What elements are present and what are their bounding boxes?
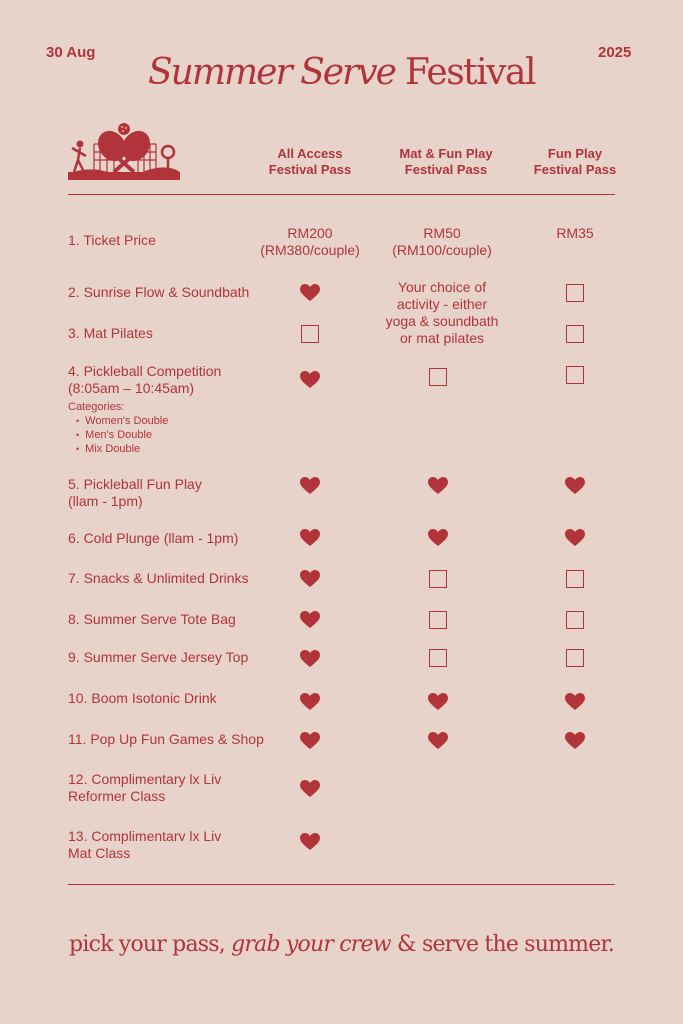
price-mat-fun [382,225,502,259]
tagline [0,932,683,957]
choice-note-line: Your choice of [397,279,487,295]
heart-icon [300,833,320,851]
row-label-pickleball-competition [68,363,221,397]
row-label-line: (8:05am – 10:45am) [68,380,195,396]
row-label-mat-class [68,828,221,862]
checkbox-empty [566,611,584,629]
heart-icon [300,650,320,668]
heart-icon [565,529,585,547]
column-header-fun-play [520,146,630,178]
checkbox-empty [429,611,447,629]
row-label-mat-pilates: 3. Mat Pilates [68,325,153,341]
row-label-line: Mat Class [68,845,131,861]
checkbox-empty [566,284,584,302]
checkbox-empty [429,570,447,588]
heart-icon [428,529,448,547]
heart-icon [300,284,320,302]
heart-icon [300,732,320,750]
checkbox-empty [301,325,319,343]
heart-icon [565,477,585,495]
heart-icon [300,693,320,711]
price-couple: (RM380/couple) [260,242,360,258]
column-header-line: Festival Pass [268,162,352,177]
price-value: RM50 [423,225,461,241]
heart-icon [300,529,320,547]
row-label-line: Reformer Class [68,788,166,804]
price-all-access [250,225,370,259]
date-left: 30 Aug [46,44,96,61]
row-label-ticket-price: 1. Ticket Price [68,232,156,248]
categories-list [68,400,168,456]
tagline-part: pick your pass, [69,932,225,957]
price-value: RM200 [287,225,333,241]
column-header-line: Mat & Fun Play [399,146,493,161]
checkbox-empty [566,649,584,667]
column-header-line: All Access [277,146,343,161]
column-header-all-access [255,146,365,178]
checkbox-empty [566,325,584,343]
row-label-pop-up: 11. Pop Up Fun Games & Shop [68,731,264,747]
categories-label: Categories: [68,401,125,413]
row-label-line: (llam - 1pm) [68,493,143,509]
heart-icon [300,611,320,629]
category-item: • Men's Double [76,428,168,442]
row-label-line: 4. Pickleball Competition [68,363,222,379]
column-header-line: Festival Pass [533,162,617,177]
choice-note-line: or mat pilates [399,330,485,346]
checkbox-empty [566,570,584,588]
row-label-pickleball-fun-play [68,476,202,510]
row-label-line: 13. Complimentarv lx Liv [68,828,222,844]
price-fun-play: RM35 [556,225,594,241]
heart-icon [300,780,320,798]
column-header-line: Fun Play [547,146,603,161]
heart-icon [428,732,448,750]
choice-note-line: yoga & soundbath [385,313,499,329]
heart-icon [428,693,448,711]
title-plain: Festival [404,52,535,93]
heart-icon [565,693,585,711]
column-header-mat-fun [386,146,506,178]
heart-icon [300,371,320,389]
choice-note [372,279,512,347]
row-label-cold-plunge: 6. Cold Plunge (llam - 1pm) [68,530,239,546]
row-label-line: 12. Complimentary lx Liv [68,771,222,787]
row-label-reformer [68,771,221,805]
page-title [0,52,683,93]
divider-top [68,194,615,195]
category-item: • Women's Double [76,414,168,428]
choice-note-line: activity - either [396,296,488,312]
title-script: Summer Serve [148,52,395,93]
heart-icon [428,477,448,495]
heart-icon [300,570,320,588]
row-label-sunrise-flow: 2. Sunrise Flow & Soundbath [68,284,250,300]
price-couple: (RM100/couple) [392,242,492,258]
date-right: 2025 [598,44,632,61]
row-label-line: 5. Pickleball Fun Play [68,476,202,492]
checkbox-empty [429,649,447,667]
row-label-snacks: 7. Snacks & Unlimited Drinks [68,570,249,586]
divider-bottom [68,884,615,885]
column-header-line: Festival Pass [404,162,488,177]
category-item: • Mix Double [76,442,168,456]
pickleball-logo-icon [68,122,180,182]
heart-icon [300,477,320,495]
row-label-jersey: 9. Summer Serve Jersey Top [68,649,249,665]
checkbox-empty [566,366,584,384]
row-label-tote-bag: 8. Summer Serve Tote Bag [68,611,236,627]
checkbox-empty [429,368,447,386]
row-label-isotonic: 10. Boom Isotonic Drink [68,690,217,706]
heart-icon [565,732,585,750]
tagline-script: grab your crew [231,932,391,957]
tagline-part: & serve the summer. [396,932,614,957]
